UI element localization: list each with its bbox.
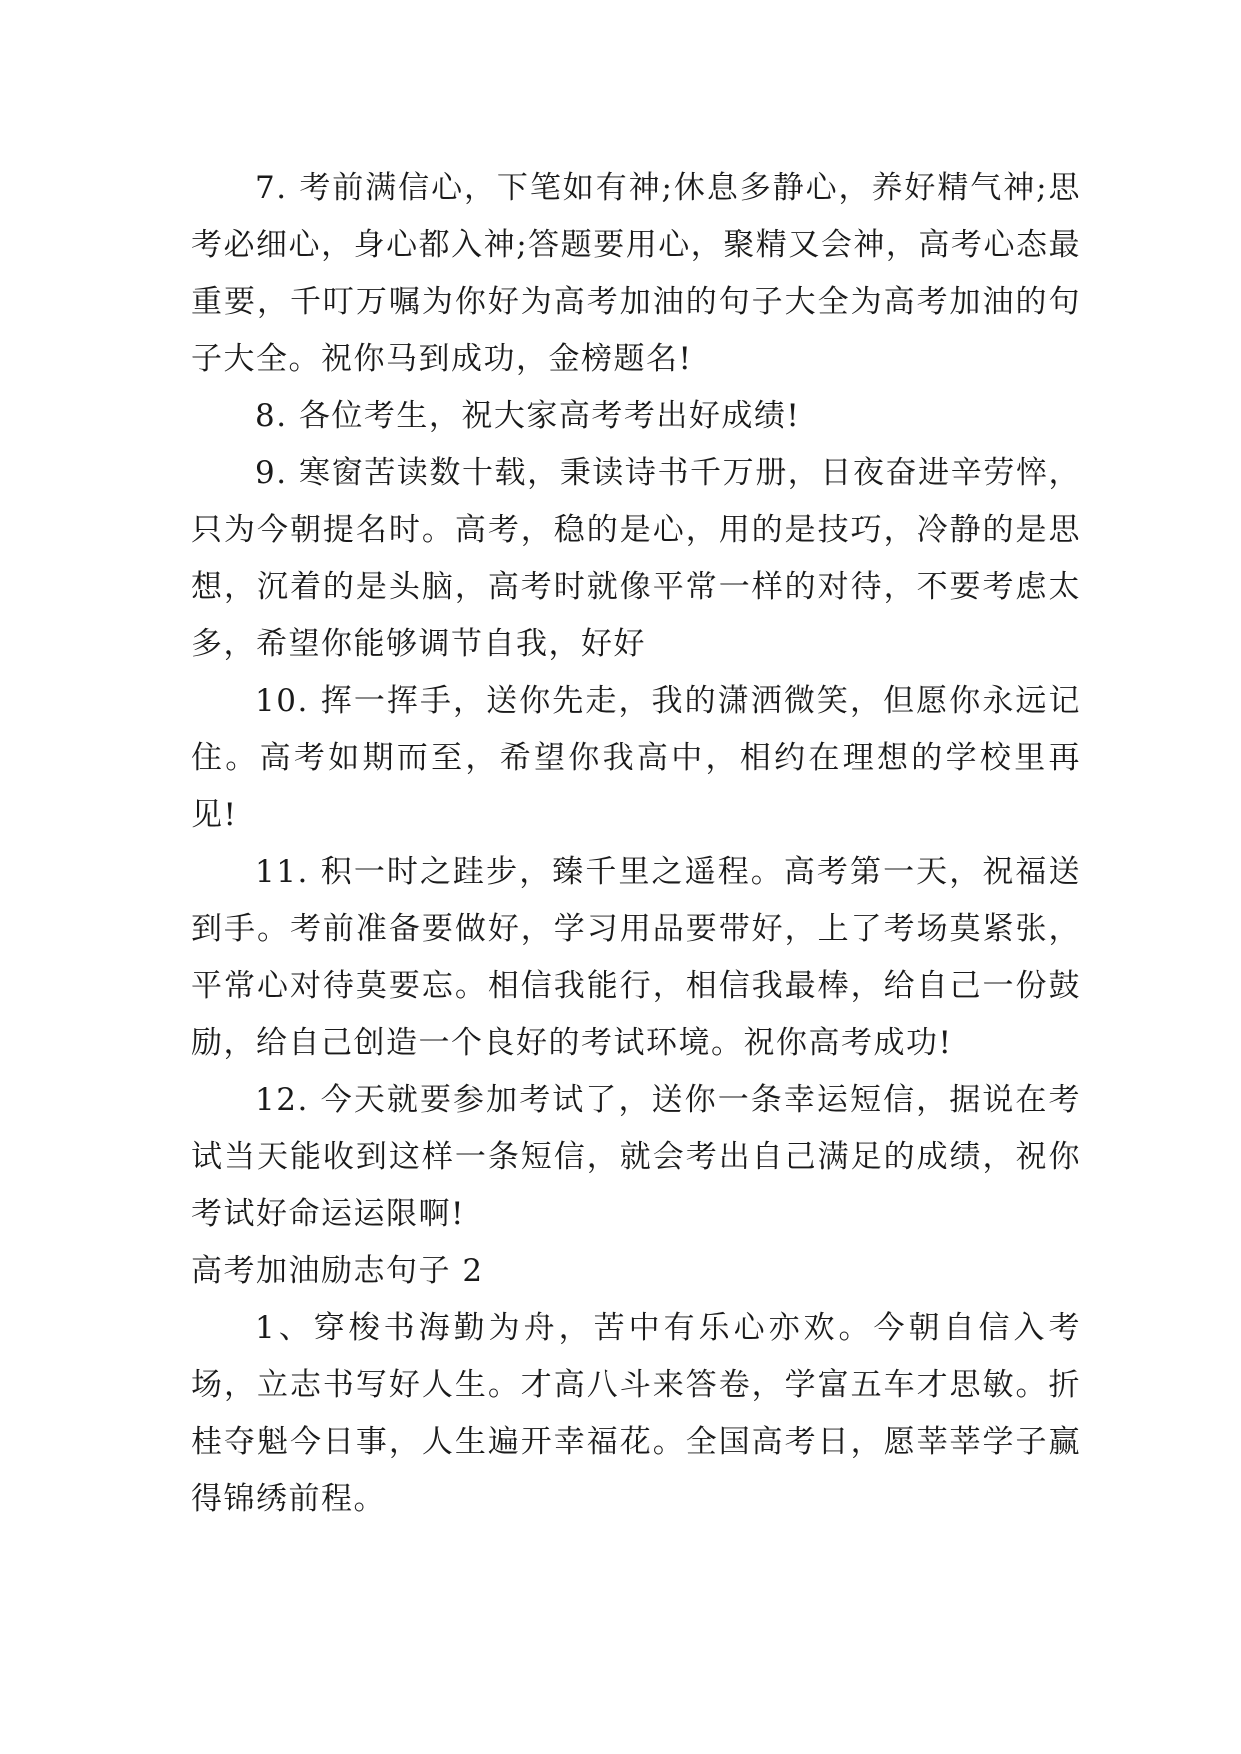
paragraph-10: 10. 挥一挥手，送你先走，我的潇洒微笑，但愿你永远记住。高考如期而至，希望你我高中，相约在理想的学校里再见! bbox=[191, 683, 1081, 833]
paragraph-11: 11. 积一时之跬步，臻千里之遥程。高考第一天，祝福送到手。考前准备要做好，学习用品要带好，上了考场莫紧张，平常心对待莫要忘。相信我能行，相信我最棒，给自己一份鼓励，给自己创造一个良好的考试环境。祝你高考成功! bbox=[191, 854, 1081, 1061]
paragraph-12: 12. 今天就要参加考试了，送你一条幸运短信，据说在考试当天能收到这样一条短信，就会考出自己满足的成绩，祝你考试好命运运限啊! bbox=[191, 1082, 1081, 1232]
document-body bbox=[191, 160, 1081, 1528]
paragraph-7: 7. 考前满信心，下笔如有神;休息多静心，养好精气神;思考必细心，身心都入神;答题要用心，聚精又会神，高考心态最重要，千叮万嘱为你好为高考加油的句子大全为高考加油的句子大全。祝你马到成功，金榜题名! bbox=[191, 170, 1081, 377]
paragraph-9: 9. 寒窗苦读数十载，秉读诗书千万册，日夜奋进辛劳悴，只为今朝提名时。高考，稳的是心，用的是技巧，冷静的是思想，沉着的是头脑，高考时就像平常一样的对待，不要考虑太多，希望你能够调节自我，好好 bbox=[191, 455, 1081, 662]
section-heading: 高考加油励志句子 2 bbox=[191, 1253, 484, 1289]
section-paragraph-1: 1、穿梭书海勤为舟，苦中有乐心亦欢。今朝自信入考场，立志书写好人生。才高八斗来答卷，学富五车才思敏。折桂夺魁今日事，人生遍开幸福花。全国高考日，愿莘莘学子赢得锦绣前程。 bbox=[191, 1310, 1081, 1517]
paragraph-8: 8. 各位考生，祝大家高考考出好成绩! bbox=[255, 398, 801, 434]
